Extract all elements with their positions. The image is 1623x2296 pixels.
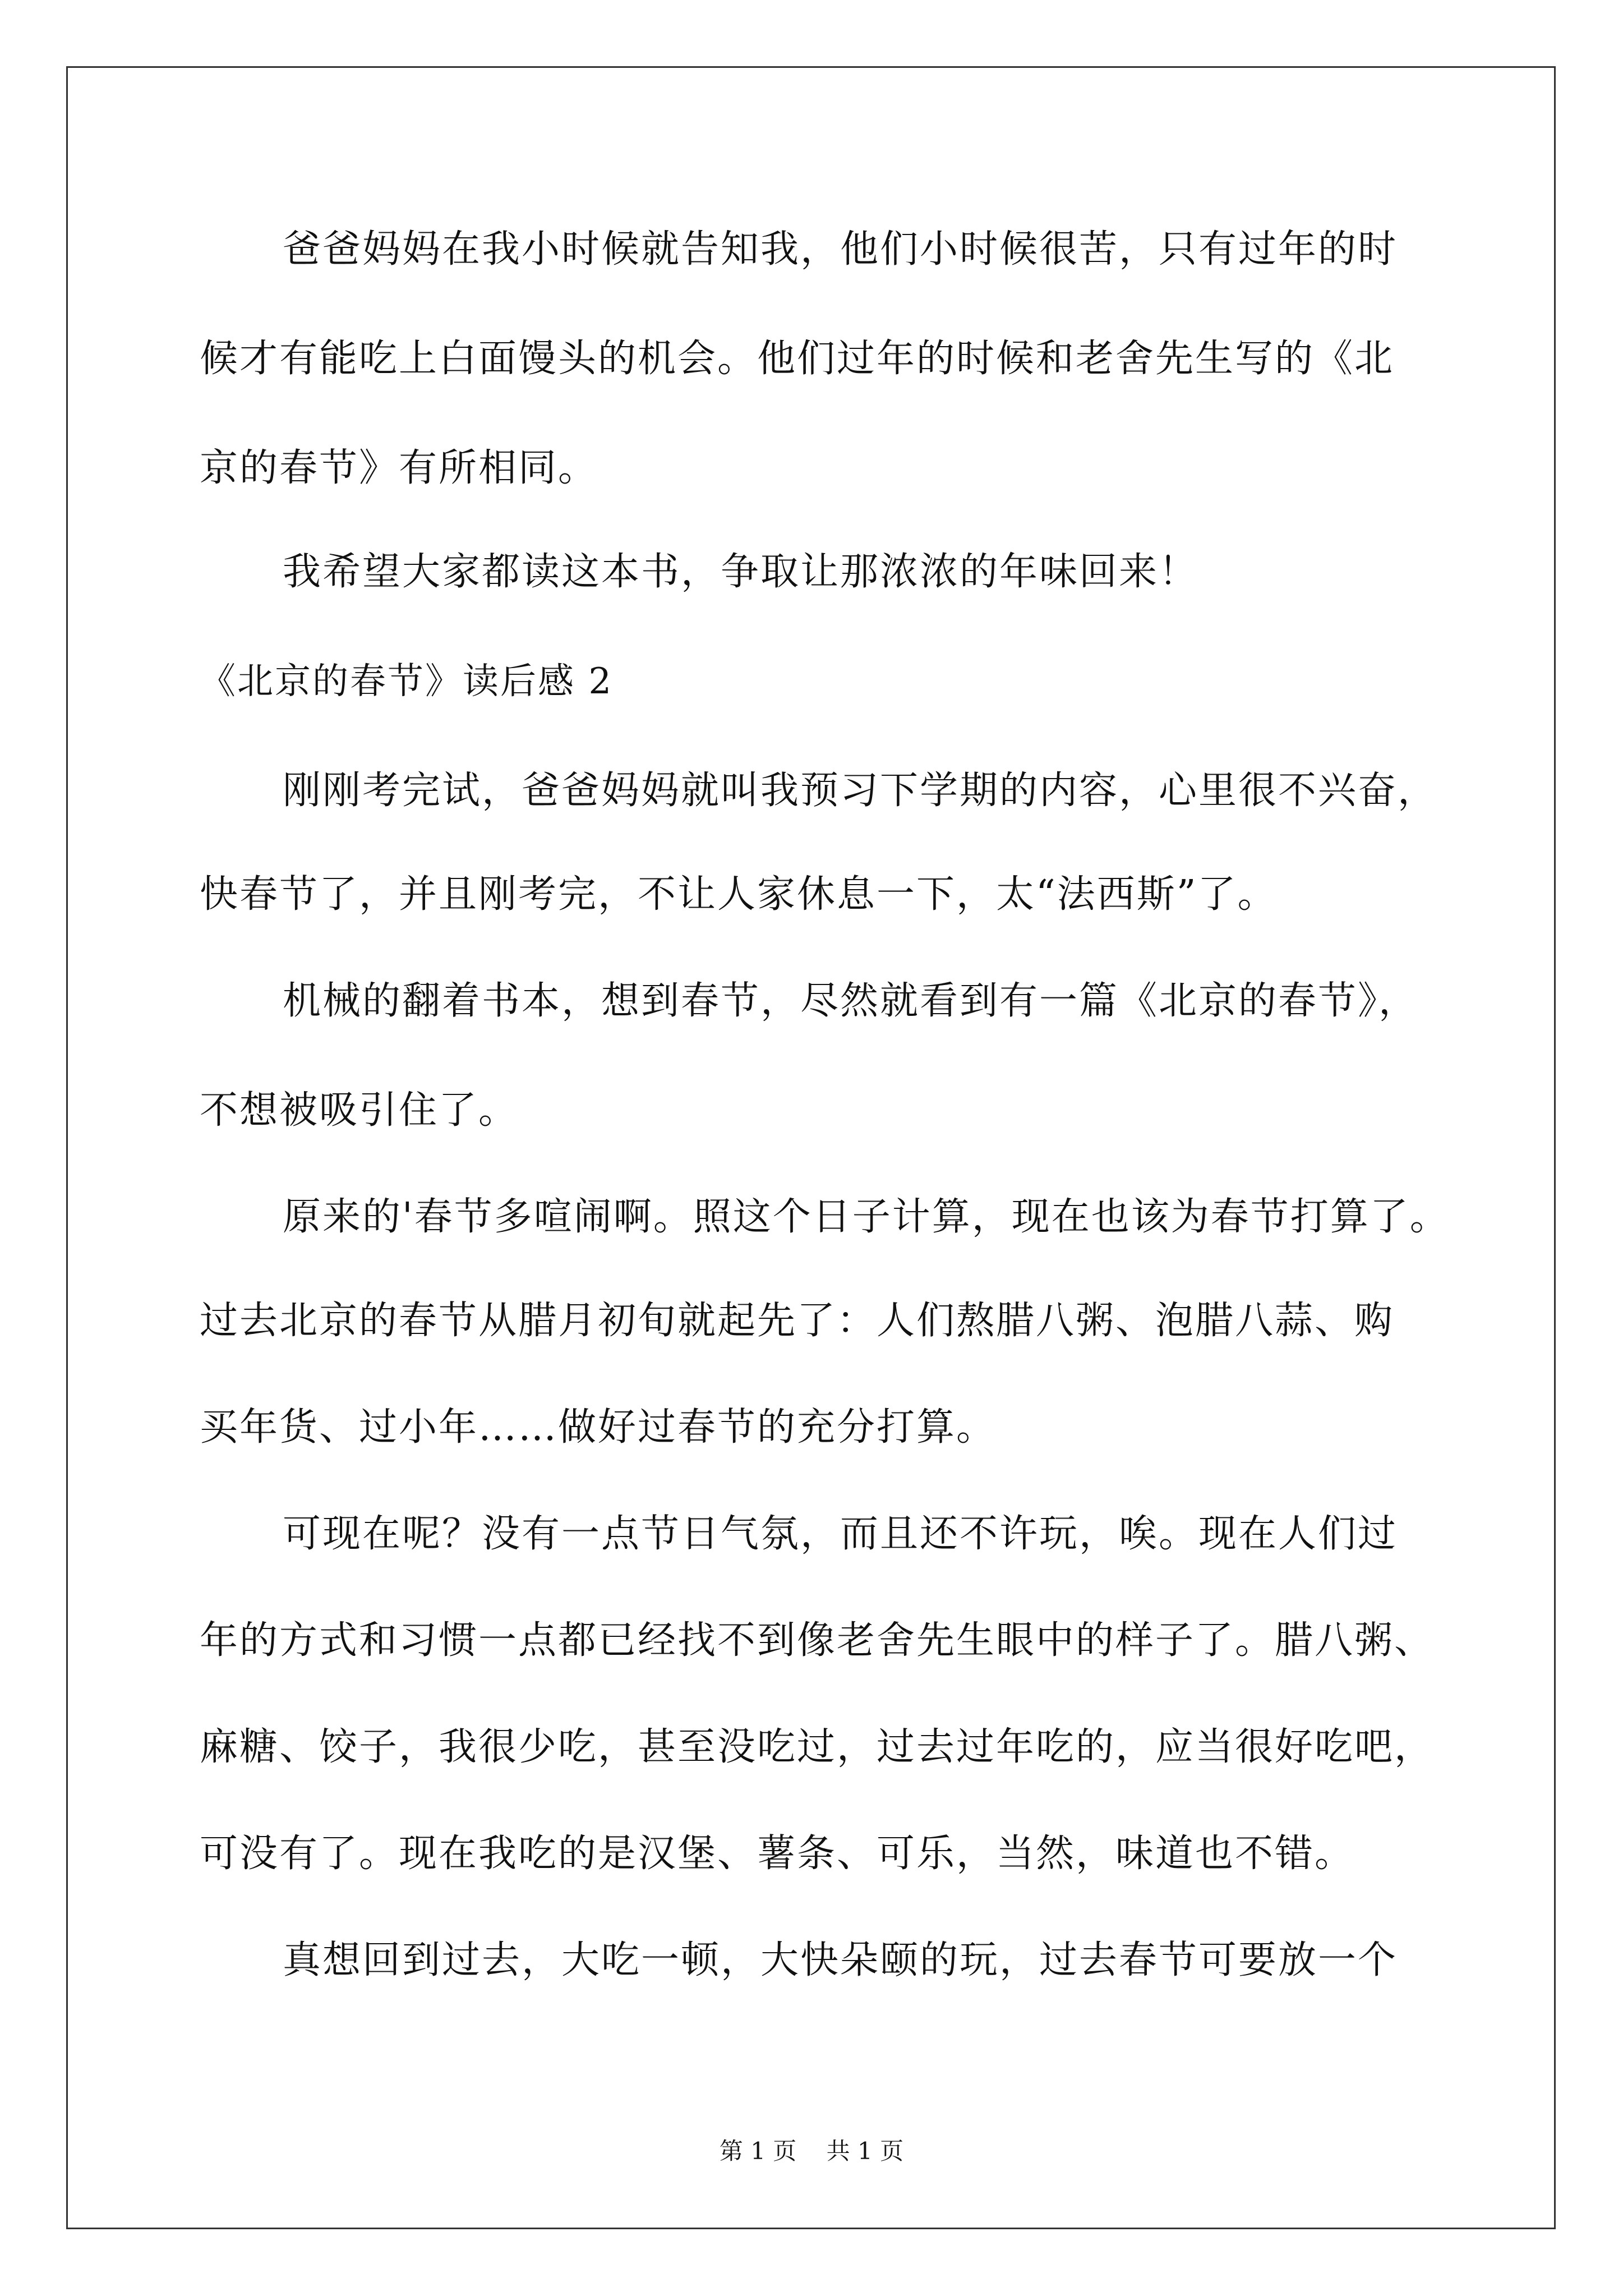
- text-line: 快春节了，并且刚考完，不让人家休息一下，太“法西斯”了。: [200, 872, 1278, 917]
- text-line: 机械的翻着书本，想到春节，尽然就看到有一篇《北京的春节》，: [283, 979, 1419, 1023]
- text-line: 刚刚考完试，爸爸妈妈就叫我预习下学期的内容，心里很不兴奋，: [283, 769, 1438, 813]
- text-line: 麻糖、饺子，我很少吃，甚至没吃过，过去过年吃的，应当很好吃吧，: [200, 1725, 1435, 1769]
- text-line: 可现在呢？没有一点节日气氛，而且还不许玩，唉。现在人们过: [283, 1512, 1398, 1556]
- text-line: 爸爸妈妈在我小时候就告知我，他们小时候很苦，只有过年的时: [283, 227, 1398, 272]
- section-heading: 《北京的春节》读后感 2: [200, 661, 614, 702]
- text-line: 过去北京的春节从腊月初旬就起先了：人们熬腊八粥、泡腊八蒜、购: [200, 1299, 1395, 1343]
- text-line: 京的春节》有所相同。: [200, 446, 598, 490]
- text-line: 年的方式和习惯一点都已经找不到像老舍先生眼中的样子了。腊八粥、: [200, 1618, 1435, 1663]
- page-footer: [0, 2137, 1623, 2165]
- text-line: 真想回到过去，大吃一顿，大快朵颐的玩，过去春节可要放一个: [283, 1938, 1398, 1982]
- page-number-current: 第 1 页: [719, 2137, 797, 2165]
- page-number-total: 共 1 页: [826, 2137, 904, 2165]
- text-line: 原来的'春节多喧闹啊。照这个日子计算，现在也该为春节打算了。: [283, 1195, 1450, 1239]
- page-frame: [66, 66, 1556, 2229]
- text-line: 我希望大家都读这本书，争取让那浓浓的年味回来！: [283, 550, 1199, 594]
- text-line: 候才有能吃上白面馒头的机会。他们过年的时候和老舍先生写的《北: [200, 337, 1395, 381]
- text-line: 不想被吸引住了。: [200, 1088, 519, 1133]
- text-line: 可没有了。现在我吃的是汉堡、薯条、可乐，当然，味道也不错。: [200, 1832, 1355, 1876]
- text-line: 买年货、过小年……做好过春节的充分打算。: [200, 1405, 997, 1450]
